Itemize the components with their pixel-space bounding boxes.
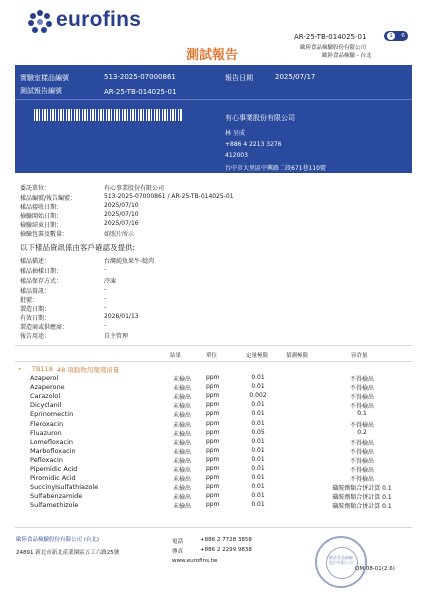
limit-value: 不得檢出 (349, 403, 374, 411)
client-name: 有心事業股份有限公司 (225, 114, 295, 122)
result-value: 未檢出 (172, 403, 191, 411)
analyte-name: Marbofloxacin (30, 446, 76, 455)
page-indicator (384, 31, 408, 41)
loq-value: 0.01 (251, 419, 265, 427)
limit-value: 不得檢出 (349, 394, 374, 402)
sample-no-value: 513-2025-07000861 (104, 73, 176, 81)
analyte-name: Pipemidic Acid (30, 465, 78, 473)
col-lod: 偵測極限 (286, 353, 309, 359)
client-postcode: 412003 (225, 152, 248, 159)
result-value: 未檢出 (172, 394, 191, 402)
limit-value: 不得檢出 (349, 439, 374, 447)
unit-value: ppm (206, 383, 220, 391)
client-info-value: - (104, 304, 107, 311)
client-info-value: 2026/01/13 (104, 313, 139, 320)
limit-value: 磺胺劑類合併計算 0.1 (332, 503, 392, 511)
client-info-label: 樣品保存方式： (20, 278, 63, 285)
form-code: QM 08-01(2.6) (355, 566, 395, 572)
result-value: 未檢出 (172, 467, 191, 474)
unit-value: ppm (206, 437, 220, 445)
loq-value: 0.002 (249, 392, 267, 400)
eurofins-logo-icon (28, 10, 52, 34)
result-value: 未檢出 (172, 385, 191, 393)
loq-value: 0.01 (251, 437, 265, 445)
page-title: 測試報告 (185, 48, 238, 63)
unit-value: ppm (206, 465, 220, 472)
client-info-label: 報告用途： (20, 333, 51, 340)
footer-rule (15, 527, 412, 528)
analyte-name: Pefloxacin (30, 455, 63, 464)
client-info-label: 樣品抽樣日期： (20, 268, 63, 275)
client-info-value: - (104, 295, 107, 302)
loq-value: 0.01 (251, 383, 265, 391)
footer-company: 歐陸食品檢驗股份有限公司 (台北) (16, 537, 100, 543)
analyte-name: Succinylsulfathiazole (30, 483, 99, 492)
client-info-label: 製造商或供應商： (20, 324, 69, 331)
unit-value: ppm (206, 428, 220, 436)
header-report-no: AR-25-TB-014025-01 (294, 33, 367, 41)
analyte-name: Azaperone (30, 383, 65, 392)
info-value: 有心事業股份有限公司 (104, 185, 165, 192)
footer-website: www.eurofins.tw (172, 558, 218, 564)
col-unit: 單位 (206, 353, 218, 359)
limit-value: 不得檢出 (349, 457, 374, 465)
client-section-heading: 以下樣品資訊係由客戶確認及提供: (20, 243, 136, 252)
footer-fax: +886 2 2299 9838 (200, 547, 252, 553)
loq-value: 0.01 (251, 401, 265, 409)
footer-phone-label: 電話 (172, 539, 184, 545)
limit-value: 磺胺劑類合併計算 0.1 (332, 485, 392, 493)
result-value: 未檢出 (172, 494, 191, 502)
table-header-rule (15, 361, 412, 362)
result-value: 未檢出 (172, 412, 191, 420)
limit-value: 不得檢出 (349, 385, 374, 393)
unit-value: ppm (206, 455, 220, 463)
unit-value: ppm (206, 401, 220, 409)
analyte-name: Lomefloxacin (30, 437, 74, 446)
result-value: 未檢出 (172, 457, 191, 465)
analyte-name: Fleroxacin (30, 419, 64, 428)
footer-phone: +886 2 7728 3858 (200, 537, 252, 543)
analyte-name: Sulfabenzamide (30, 492, 83, 501)
loq-value: 0.01 (251, 474, 265, 482)
info-label: 樣品編號/報告編號： (20, 195, 77, 202)
info-label: 委託單位： (20, 185, 51, 192)
test-report-no-value: AR-25-TB-014025-01 (104, 88, 177, 96)
loq-value: 0.01 (251, 483, 265, 491)
footer-address: 24891 新北市新北產業園區五工六路25號 (16, 550, 120, 556)
col-loq: 定量極限 (246, 353, 269, 359)
result-value: 未檢出 (172, 503, 191, 511)
limit-value: 不得檢出 (349, 376, 374, 383)
loq-value: 0.01 (251, 410, 265, 418)
client-info-label: 有效日期： (20, 315, 51, 322)
lab-name: 歐陸食品檢驗股份有限公司 (300, 45, 367, 51)
analyte-name: Azaperol (30, 374, 59, 382)
brand-name: eurofins (56, 8, 142, 31)
info-label: 檢驗開始日期： (20, 213, 63, 220)
analyte-name: Sulfamethizole (30, 501, 79, 510)
analyte-name: Eprinomectin (30, 410, 74, 419)
limit-value: 0.2 (357, 428, 367, 436)
limit-value: 0.1 (357, 410, 367, 418)
col-limit: 容許量 (351, 353, 368, 359)
client-info-label: 批號： (20, 297, 39, 304)
loq-value: 0.01 (251, 374, 265, 381)
page-current: 1 (387, 32, 395, 40)
loq-value: 0.01 (251, 446, 265, 454)
unit-value: ppm (206, 374, 220, 381)
client-info-value: 冷凍 (104, 278, 117, 285)
limit-value: 不得檢出 (349, 421, 374, 429)
client-info-label: 樣品資訊： (20, 288, 51, 295)
limit-value: 不得檢出 (349, 467, 374, 474)
banner-divider (15, 99, 412, 100)
company-stamp (315, 536, 367, 588)
unit-value: ppm (206, 501, 220, 509)
loq-value: 0.01 (251, 455, 265, 463)
loq-value: 0.01 (251, 492, 265, 500)
report-date-value: 2025/07/17 (275, 73, 316, 81)
unit-value: ppm (206, 483, 220, 491)
analyte-name: Fluazuron (30, 428, 62, 437)
client-info-value: - (104, 286, 107, 293)
result-value: 未檢出 (172, 448, 191, 456)
limit-value: 不得檢出 (349, 448, 374, 456)
result-value: 未檢出 (172, 430, 191, 438)
info-label: 樣品接收日期： (20, 204, 63, 211)
group-code: TB118 (32, 365, 53, 373)
result-value: 未檢出 (172, 439, 191, 447)
client-phone: +886 4 2213 3276 (225, 141, 282, 148)
client-info-value: 台灣純魚果牛-鯰肉 (104, 258, 155, 265)
unit-value: ppm (206, 392, 220, 400)
result-value: 未檢出 (172, 376, 191, 383)
report-date-label: 報告日期 (225, 74, 253, 82)
limit-value: 磺胺劑類合併計算 0.1 (332, 494, 392, 502)
info-value: 如照片所示 (104, 231, 135, 238)
footer-fax-label: 傳真 (172, 549, 184, 555)
loq-value: 0.01 (251, 465, 265, 472)
unit-value: ppm (206, 419, 220, 427)
loq-value: 0.05 (251, 428, 265, 436)
loq-value: 0.01 (251, 501, 265, 509)
unit-value: ppm (206, 410, 220, 418)
analyte-name: Piromidic Acid (30, 474, 76, 483)
info-value: 2025/07/10 (104, 211, 139, 218)
group-title: 48 項動物用藥殘留量 (57, 366, 120, 374)
lab-branch: 歐陸食品檢驗 - 台北 (322, 53, 372, 59)
info-value: 513-2025-07000861 / AR-25-TB-014025-01 (104, 193, 234, 200)
info-value: 2025/07/10 (104, 202, 139, 209)
client-info-label: 樣品描述： (20, 258, 51, 265)
table-top-rule (15, 345, 412, 346)
client-address: 台中市大里區中興路二段671巷110號 (225, 165, 326, 172)
bullet-icon: • (18, 366, 22, 373)
info-label: 檢驗結束日期： (20, 222, 63, 229)
barcode (34, 109, 182, 121)
unit-value: ppm (206, 492, 220, 500)
client-info-value: 自主管理 (104, 333, 129, 340)
client-info-label: 製造日期： (20, 306, 51, 313)
result-value: 未檢出 (172, 421, 191, 429)
test-report-no-label: 測試報告編號 (20, 87, 62, 95)
sample-no-label: 實驗室樣品編號 (20, 74, 69, 82)
unit-value: ppm (206, 474, 220, 482)
limit-value: 不得檢出 (349, 476, 374, 484)
page-total: 6 (401, 33, 405, 39)
info-value: 2025/07/16 (104, 220, 139, 227)
result-value: 未檢出 (172, 476, 191, 484)
unit-value: ppm (206, 446, 220, 454)
stamp-text: 歐陸食品檢驗股份有限公司 (329, 555, 353, 565)
result-value: 未檢出 (172, 485, 191, 493)
client-contact: 林 呈成 (225, 130, 245, 137)
client-info-value: - (104, 322, 107, 329)
info-label: 檢驗包裝及數量： (20, 231, 69, 238)
client-info-value: - (104, 266, 107, 273)
analyte-name: Dicyclanil (30, 401, 62, 410)
col-result: 結果 (170, 353, 182, 359)
analyte-name: Carazolol (30, 392, 61, 401)
